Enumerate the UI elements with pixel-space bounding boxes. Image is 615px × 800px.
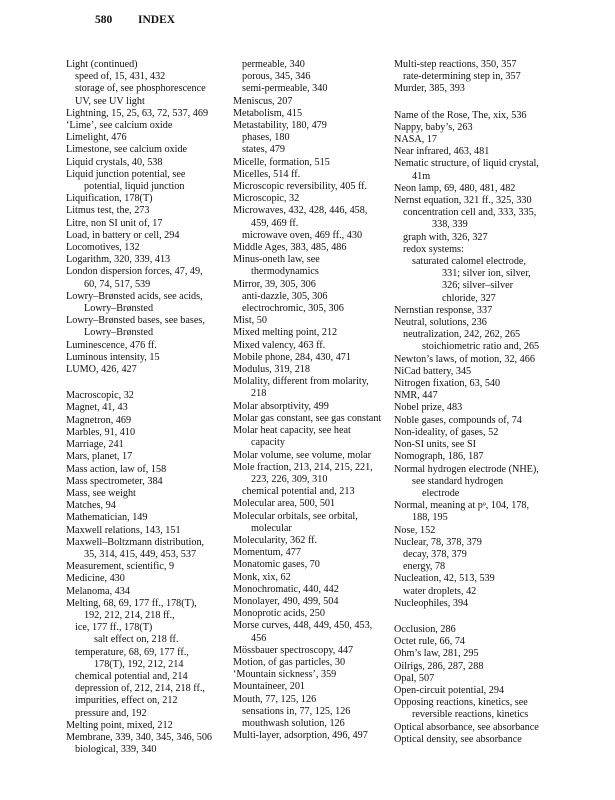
index-subentry: mouthwash solution, 126 (242, 717, 345, 729)
index-entry: Near infrared, 463, 481 (394, 146, 490, 158)
index-entry: Marriage, 241 (66, 439, 124, 451)
index-entry: Nematic structure, of liquid crystal, (394, 158, 539, 170)
index-subentry: speed of, 15, 431, 432 (75, 71, 166, 83)
index-entry: Middle Ages, 383, 485, 486 (233, 242, 347, 254)
index-entry: Mobile phone, 284, 430, 471 (233, 351, 351, 363)
index-entry: Micelle, formation, 515 (233, 156, 330, 168)
index-subentry: reversible reactions, kinetics (412, 709, 529, 721)
index-entry: Molar absorptivity, 499 (233, 400, 329, 412)
index-entry: Molar volume, see volume, molar (233, 449, 372, 461)
index-entry: Modulus, 319, 218 (233, 364, 310, 376)
index-subentry: salt effect on, 218 ff. (94, 634, 179, 646)
section-gap (394, 96, 604, 110)
index-entry: Lowry–Brønsted acids, see acids, (66, 290, 203, 302)
index-entry: Mixed valency, 463 ff. (233, 339, 326, 351)
section-gap (66, 376, 231, 390)
index-entry: Normal, meaning at pᶱ, 104, 178, (394, 500, 530, 512)
index-entry: Non-SI units, see SI (394, 439, 477, 451)
index-entry: Noble gases, compounds of, 74 (394, 414, 522, 426)
index-entry: Measurement, scientific, 9 (66, 561, 175, 573)
index-subentry: neutralization, 242, 262, 265 (403, 329, 521, 341)
index-entry: Monk, xix, 62 (233, 571, 291, 583)
index-entry: Marbles, 91, 410 (66, 426, 136, 438)
index-entry: Load, in battery or cell, 294 (66, 229, 180, 241)
index-subentry: depression of, 212, 214, 218 ff., (75, 683, 205, 695)
index-entry: Mass, see weight (66, 487, 136, 499)
index-entry: Molality, different from molarity, (233, 376, 369, 388)
index-subentry: microwave oven, 469 ff., 430 (242, 229, 363, 241)
index-subentry: thermodynamics (251, 266, 319, 278)
section-gap (394, 610, 604, 624)
index-entry: Name of the Rose, The, xix, 536 (394, 109, 527, 121)
index-entry: Nernstian response, 337 (394, 304, 493, 316)
index-entry: Metastability, 180, 479 (233, 120, 327, 132)
index-subentry: 218 (251, 388, 267, 400)
index-entry: Normal hydrogen electrode (NHE), (394, 463, 539, 475)
index-subentry: 60, 74, 517, 539 (84, 278, 151, 290)
index-column-1 (66, 59, 231, 756)
index-column-2 (233, 59, 393, 742)
index-entry: Mars, planet, 17 (66, 451, 133, 463)
index-entry: Mass spectrometer, 384 (66, 475, 163, 487)
index-entry: Neutral, solutions, 236 (394, 317, 487, 329)
index-entry: Melting point, mixed, 212 (66, 719, 173, 731)
index-entry: Microscopic reversibility, 405 ff. (233, 181, 368, 193)
index-entry: ‘Lime’, see calcium oxide (66, 120, 173, 132)
index-subentry: potential, liquid junction (84, 181, 185, 193)
index-subentry: storage of, see phosphorescence (75, 83, 206, 95)
index-entry: Mixed melting point, 212 (233, 327, 338, 339)
index-subentry: decay, 378, 379 (403, 548, 467, 560)
index-subentry: 331; silver ion, silver, (442, 268, 531, 280)
index-subentry: temperature, 68, 69, 177 ff., (75, 646, 189, 658)
index-subentry: 188, 195 (412, 512, 448, 524)
index-entry: Liquid junction potential, see (66, 168, 186, 180)
index-subentry: anti-dazzle, 305, 306 (242, 290, 328, 302)
index-entry: Liquid crystals, 40, 538 (66, 156, 163, 168)
index-entry: Maxwell relations, 143, 151 (66, 524, 181, 536)
index-entry: Micelles, 514 ff. (233, 168, 301, 180)
index-entry: Occlusion, 286 (394, 623, 456, 635)
index-subentry: stoichiometric ratio and, 265 (422, 341, 540, 353)
index-entry: Molar heat capacity, see heat (233, 425, 351, 437)
index-subentry: phases, 180 (242, 132, 290, 144)
index-entry: LUMO, 426, 427 (66, 364, 137, 376)
index-entry: Maxwell–Boltzmann distribution, (66, 536, 205, 548)
index-entry: Mirror, 39, 305, 306 (233, 278, 316, 290)
index-subentry: 192, 212, 214, 218 ff., (84, 609, 175, 621)
index-subentry: 223, 226, 309, 310 (251, 473, 328, 485)
index-entry: Motion, of gas particles, 30 (233, 656, 346, 668)
index-subentry: concentration cell and, 333, 335, (403, 207, 537, 219)
index-entry: Metabolism, 415 (233, 107, 303, 119)
index-entry: Mole fraction, 213, 214, 215, 221, (233, 461, 373, 473)
index-entry: NiCad battery, 345 (394, 365, 472, 377)
index-entry: Mist, 50 (233, 315, 267, 327)
index-entry: ‘Mountain sickness’, 359 (233, 669, 337, 681)
index-entry: Neon lamp, 69, 480, 481, 482 (394, 182, 516, 194)
index-entry: Nomograph, 186, 187 (394, 451, 484, 463)
index-entry: Melanoma, 434 (66, 585, 130, 597)
index-entry: London dispersion forces, 47, 49, (66, 266, 203, 278)
index-entry: Nuclear, 78, 378, 379 (394, 536, 482, 548)
index-entry: Molecular area, 500, 501 (233, 498, 336, 510)
index-entry: Lightning, 15, 25, 63, 72, 537, 469 (66, 107, 209, 119)
index-entry: Newton’s laws, of motion, 32, 466 (394, 353, 535, 365)
index-entry: Logarithm, 320, 339, 413 (66, 254, 171, 266)
index-entry: Multi-step reactions, 350, 357 (394, 59, 517, 70)
index-entry: Ohm’s law, 281, 295 (394, 648, 479, 660)
index-entry: Molecular orbitals, see orbital, (233, 510, 358, 522)
index-entry: Nucleophiles, 394 (394, 597, 469, 609)
index-subentry: ice, 177 ff., 178(T) (75, 622, 153, 634)
index-entry: Open-circuit potential, 294 (394, 684, 505, 696)
index-entry: Microscopic, 32 (233, 193, 300, 205)
index-entry: Minus-oneth law, see (233, 254, 320, 266)
index-subentry: chemical potential and, 213 (242, 486, 355, 498)
index-subentry: impurities, effect on, 212 (75, 695, 178, 707)
index-entry: Mountaineer, 201 (233, 681, 306, 693)
index-subentry: 41m (412, 170, 431, 182)
running-title: INDEX (138, 14, 176, 26)
index-subentry: water droplets, 42 (403, 585, 477, 597)
index-entry: Nernst equation, 321 ff., 325, 330 (394, 195, 532, 207)
index-entry: Limestone, see calcium oxide (66, 144, 188, 156)
index-subentry: molecular (251, 522, 292, 534)
index-subentry: permeable, 340 (242, 59, 305, 70)
index-entry: Mathematician, 149 (66, 512, 148, 524)
index-entry: Molar gas constant, see gas constant (233, 412, 382, 424)
index-subentry: 456 (251, 632, 267, 644)
index-subentry: chemical potential and, 214 (75, 670, 188, 682)
index-entry: Luminous intensity, 15 (66, 351, 160, 363)
index-entry: Litre, non SI unit of, 17 (66, 217, 163, 229)
index-subentry: 459, 469 ff. (251, 217, 299, 229)
index-subentry: 35, 314, 415, 449, 453, 537 (84, 548, 197, 560)
index-subentry: porous, 345, 346 (242, 71, 311, 83)
index-entry: Meniscus, 207 (233, 95, 293, 107)
index-entry: Limelight, 476 (66, 132, 127, 144)
index-subentry: Lowry–Brønsted (84, 327, 154, 339)
index-entry: Liquification, 178(T) (66, 193, 153, 205)
index-entry: Microwaves, 432, 428, 446, 458, (233, 205, 368, 217)
index-subentry: capacity (251, 437, 285, 449)
index-entry: NASA, 17 (394, 134, 438, 146)
index-entry: Lowry–Brønsted bases, see bases, (66, 315, 205, 327)
index-entry: Optical density, see absorbance (394, 733, 522, 745)
page-number: 580 (95, 14, 113, 26)
index-subentry: biological, 339, 340 (75, 744, 157, 756)
index-entry: Nappy, baby’s, 263 (394, 121, 473, 133)
index-subentry: Lowry–Brønsted (84, 303, 154, 315)
index-entry: NMR, 447 (394, 390, 438, 402)
index-entry: Murder, 385, 393 (394, 83, 465, 95)
index-subentry: 178(T), 192, 212, 214 (94, 658, 184, 670)
index-entry: Monochromatic, 440, 442 (233, 583, 339, 595)
index-subentry: redox systems: (403, 243, 464, 255)
index-entry: Nucleation, 42, 513, 539 (394, 573, 495, 585)
index-entry: Morse curves, 448, 449, 450, 453, (233, 620, 373, 632)
index-entry: Molecularity, 362 ff. (233, 534, 318, 546)
index-subentry: chloride, 327 (442, 292, 496, 304)
index-subentry: semi-permeable, 340 (242, 83, 328, 95)
index-entry: Mouth, 77, 125, 126 (233, 693, 317, 705)
index-entry: Litmus test, the, 273 (66, 205, 150, 217)
index-subentry: graph with, 326, 327 (403, 231, 488, 243)
index-subentry: energy, 78 (403, 561, 446, 573)
index-entry: Melting, 68, 69, 177 ff., 178(T), (66, 597, 197, 609)
index-subentry: saturated calomel electrode, (412, 256, 526, 268)
index-subentry: 338, 339 (432, 219, 468, 231)
index-entry: Nobel prize, 483 (394, 402, 463, 414)
index-entry: Momentum, 477 (233, 547, 301, 559)
index-entry: Monolayer, 490, 499, 504 (233, 595, 339, 607)
index-entry: Multi-layer, adsorption, 496, 497 (233, 730, 368, 742)
index-entry: Opposing reactions, kinetics, see (394, 697, 528, 709)
index-entry: Octet rule, 66, 74 (394, 636, 466, 648)
index-entry: Magnet, 41, 43 (66, 402, 128, 414)
index-entry: Membrane, 339, 340, 345, 346, 506 (66, 731, 213, 743)
index-entry: Matches, 94 (66, 500, 116, 512)
index-subentry: UV, see UV light (75, 95, 145, 107)
index-subentry: see standard hydrogen (412, 475, 504, 487)
index-entry: Locomotives, 132 (66, 242, 140, 254)
index-subentry: sensations in, 77, 125, 126 (242, 705, 351, 717)
index-column-3 (394, 59, 604, 746)
index-entry: Mass action, law of, 158 (66, 463, 167, 475)
index-entry: Magnetron, 469 (66, 414, 132, 426)
index-entry: Macroscopic, 32 (66, 390, 134, 402)
index-subentry: pressure and, 192 (75, 707, 147, 719)
index-entry: Mössbauer spectroscopy, 447 (233, 644, 354, 656)
index-entry: Opal, 507 (394, 672, 435, 684)
index-entry: Luminescence, 476 ff. (66, 339, 157, 351)
index-subentry: states, 479 (242, 144, 286, 156)
running-header (0, 14, 615, 32)
index-entry: Monatomic gases, 70 (233, 559, 320, 571)
index-entry: Nose, 152 (394, 524, 436, 536)
index-subentry: rate-determining step in, 357 (403, 71, 521, 83)
index-entry: Nitrogen fixation, 63, 540 (394, 378, 501, 390)
index-entry: Medicine, 430 (66, 573, 125, 585)
index-entry: Optical absorbance, see absorbance (394, 721, 539, 733)
index-entry: Light (continued) (66, 59, 138, 70)
index-subentry: 326; silver–silver (442, 280, 514, 292)
index-entry: Monoprotic acids, 250 (233, 608, 325, 620)
index-subentry: electrode (422, 487, 460, 499)
index-subentry: electrochromic, 305, 306 (242, 303, 344, 315)
index-entry: Oilrigs, 286, 287, 288 (394, 660, 484, 672)
index-entry: Non-ideality, of gases, 52 (394, 426, 499, 438)
